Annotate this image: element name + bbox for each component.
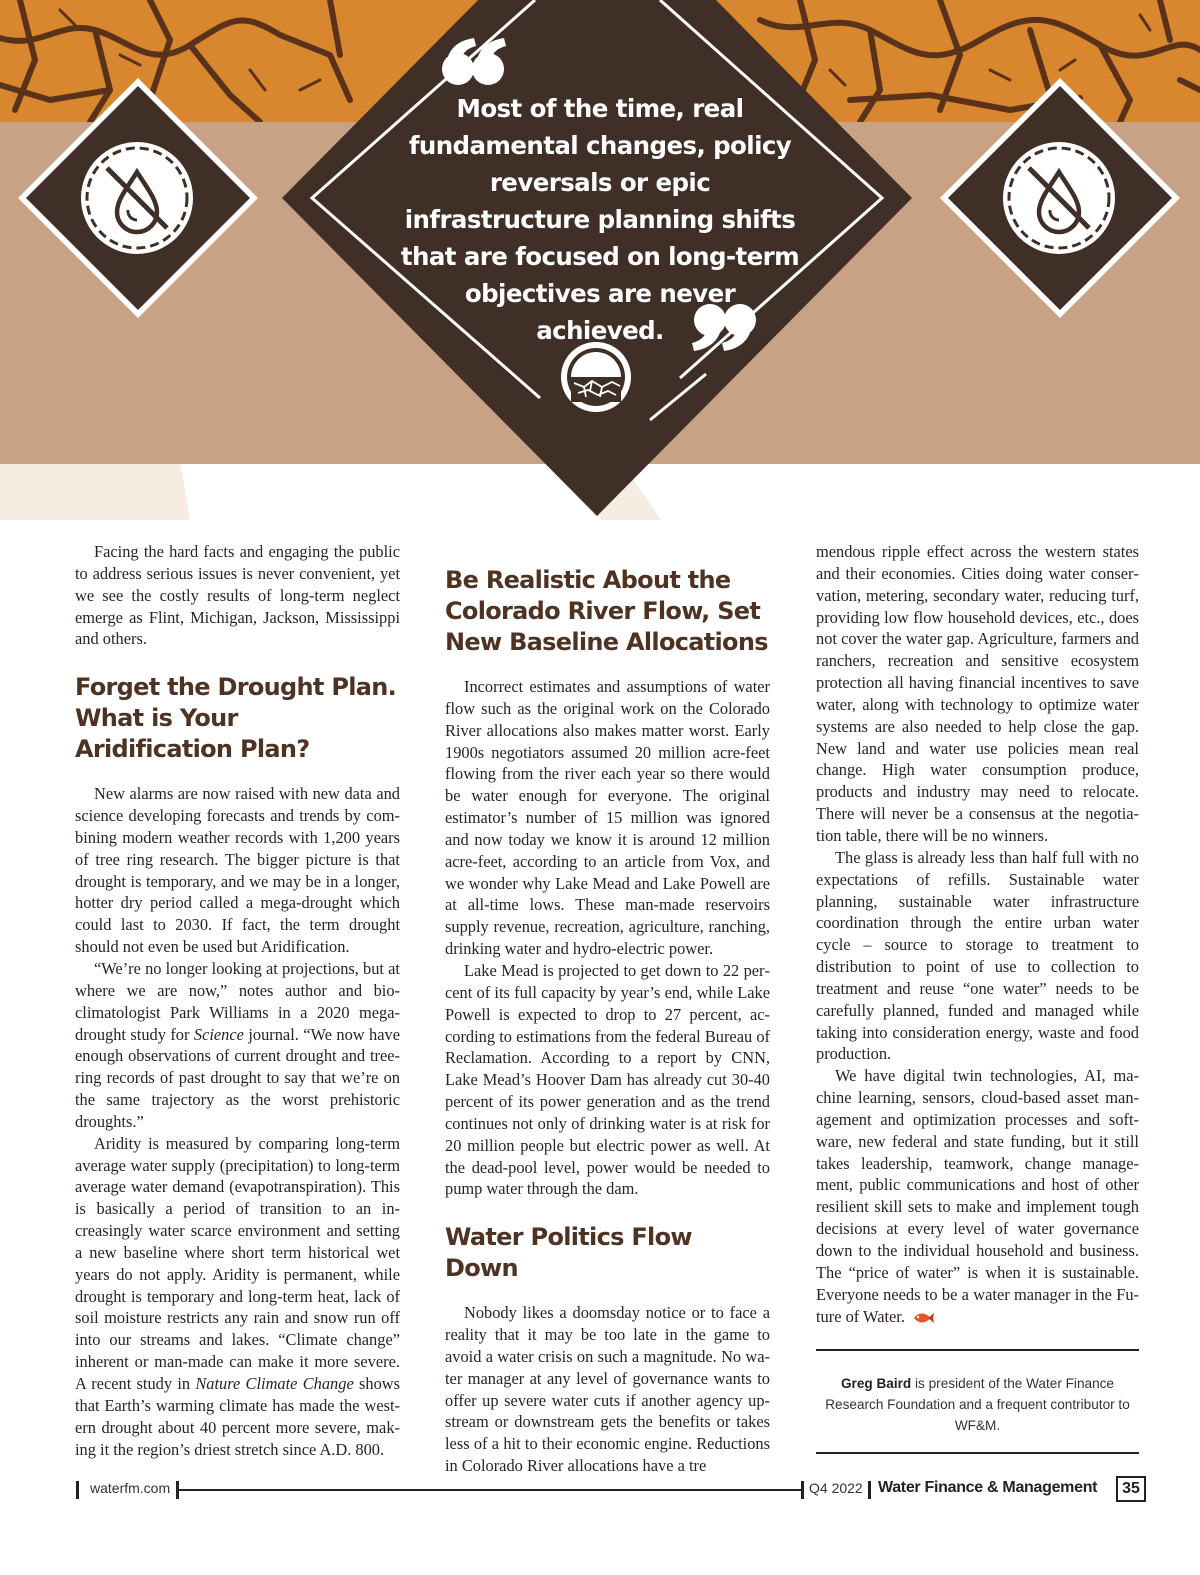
intro-paragraph: Facing the hard facts and engaging the public to address serious issues is never convenient, yet we see the costly results of long-term neglect emerge as Flint, Michigan, Jackson, Mississippi and others. (75, 542, 400, 649)
column-3 (816, 541, 1139, 1454)
section-heading-aridification: Forget the Drought Plan. What is Your Aridification Plan? (75, 673, 397, 764)
author-name: Greg Baird (840, 1376, 912, 1392)
section-heading-water-politics: Water Politics Flow Down (445, 1223, 692, 1283)
footer-site-link[interactable]: waterfm.com (90, 1480, 171, 1496)
column-2 (445, 541, 770, 1477)
paragraph: We have digital twin technologies, AI, machine learning, sensors, cloud-based asset management and optimization processes and software, new federal and state funding, but it still takes leadership, teamwork, change management, public communications and host of other resilient skill sets to make and implement tough decisions at every level of water governance down to the individual household and business. The “price of water” is when it is sustainable. Everyone needs to be a water manager in the Future of Water. (816, 1066, 1139, 1326)
no-water-drop-icon (1003, 142, 1115, 254)
paragraph: Aridity is measured by comparing long-term average water supply (precipitation) to long-term average water demand (evapotranspiration). This is basically a period of transition to an increasingly water scarce environment and setting a new baseline where short term historical wet years do not apply. Aridity is permanent, while drought is temporary and long-term heat, lack of soil moisture restricts any rain and snow run off into our streams and lakes. “Climate change” inherent or man-made can make it more severe. A recent study in Nature Climate Change shows that Earth’s warming climate has made the western drought about 40 percent more severe, making it the region’s driest stretch since A.D. 800. (75, 1133, 400, 1459)
footer-divider (801, 1481, 804, 1499)
page-footer (76, 1476, 1146, 1504)
paragraph: “We’re no longer looking at projections, but at where we are now,” notes author and bioclimatologist Park Williams in a 2020 mega-drought study for Science journal. “We now have enough observations of current drought and tree-ring records of past drought to say that we’re on the same trajectory as the worst prehistoric droughts.” (75, 958, 400, 1131)
paragraph: New alarms are now raised with new data and science developing forecasts and trends by combining modern weather records with 1,200 years of tree ring research. The bigger picture is that drought is temporary, and we may be in a longer, hotter dry period called a mega-drought which could last to 2030. If fact, the term drought should not even be used but Aridification. (75, 784, 400, 957)
header-banner (0, 0, 1200, 520)
footer-divider (76, 1481, 79, 1499)
fish-end-mark-icon (912, 1311, 934, 1325)
paragraph: Incorrect estimates and assumptions of water flow such as the original work on the Colorado River allocations also makes matter worst. Early 1900s negotiators assumed 20 million acre-feet flowing from the river each year so there would be water enough for everyone. The original estimator’s number of 15 million was ignored and now today we know it is around 12 million acre-feet, according to an article from Vox, and we wonder why Lake Mead and Lake Powell are at all-time lows. These man-made reservoirs supply revenue, recreation, agriculture, ranching, drinking water and hydro-electric power. (445, 677, 770, 959)
no-water-drop-icon (81, 142, 193, 254)
paragraph: mendous ripple effect across the western states and their economies. Cities doing water conservation, metering, secondary water, reducing turf, providing low flow household devices, etc., does not cover the water gap. Agriculture, farmers and ranchers, recreation and sensitive ecosystem protection all having financial incentives to save water, along with technology to optimize water systems are also needed to help close the gap. New land and water use policies mean real change. High water consumption produce, products and industry may need to relocate. There will never be a consensus at the negotiation table, there will be no winners. (816, 542, 1139, 845)
footer-issue: Q4 2022 (809, 1480, 863, 1496)
section-heading-colorado-river: Be Realistic About the Colorado River Flow, Set New Baseline Allocations (445, 566, 768, 656)
footer-magazine-title: Water Finance & Management (878, 1479, 1098, 1496)
footer-rule (179, 1489, 801, 1491)
author-bio: Greg Baird is president of the Water Finance Research Foundation and a frequent contributor to WF&M. (816, 1349, 1139, 1454)
column-1 (75, 541, 400, 1460)
paragraph: Lake Mead is projected to get down to 22 percent of its full capacity by year’s end, while Lake Powell is expected to drop to 27 percent, according to estimations from the federal Bureau of Reclamation. According to a report by CNN, Lake Mead’s Hoover Dam has already cut 30-40 percent of its power generation and as the trend continues not only of drinking water is at risk for 20 million people but electric power as well. At the dead-pool level, power would be needed to pump water through the dam. (445, 960, 770, 1199)
paragraph: The glass is already less than half full with no expectations of refills. Sustainable water planning, sustainable water infrastructure coordination through the entire urban water cycle – source to storage to treatment to distribution to point of use to collection to treatment and reuse “one water” needs to be carefully planned, funded and managed while taking into consideration energy, waste and food production. (816, 847, 1139, 1064)
pull-quote: Most of the time, real fundamental changes, policy reversals or epic infrastructure planning shifts that are focused on long-term objectives are never achieved. (400, 94, 800, 345)
footer-divider (868, 1481, 871, 1499)
paragraph: Nobody likes a doomsday notice or to face a reality that it may be too late in the game to avoid a water crisis on such a magnitude. No water manager at any level of governance wants to offer up severe water cuts if another agency upstream or downstream gets the benefits or takes less of a hit to their economic engine. Reductions in Colorado River allocations have a tre (445, 1303, 770, 1476)
cracked-earth-icon (561, 342, 631, 412)
page-number: 35 (1116, 1476, 1146, 1502)
